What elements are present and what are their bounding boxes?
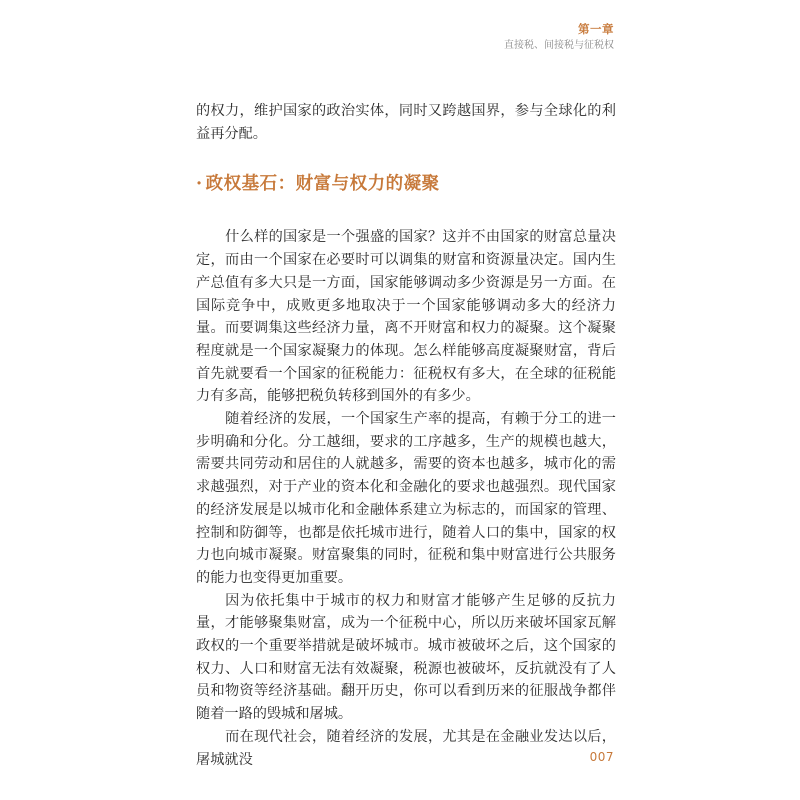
body-text [196,100,616,771]
continuation-paragraph: 的权力，维护国家的政治实体，同时又跨越国界，参与全球化的利益再分配。 [196,103,616,142]
chapter-title: 第一章 [578,22,614,36]
paragraph: 什么样的国家是一个强盛的国家？这并不由国家的财富总量决定，而由一个国家在必要时可以调集的财富和资源量决定。国内生产总值有多大只是一方面，国家能够调动多少资源是另一方面。在国际竞争中，成败更多地取决于一个国家能够调动多大的经济力量。而要调集这些经济力量，离不开财富和权力的凝聚。这个凝聚程度就是一个国家凝聚力的体现。怎么样能够高度凝聚财富，背后首先就要看一个国家的征税能力：征税权有多大，在全球的征税能力有多高，能够把税负转移到国外的有多少。 [196,229,616,405]
chapter-subtitle: 直接税、间接税与征税权 [504,40,614,51]
paragraph: 因为依托集中于城市的权力和财富才能够产生足够的反抗力量，才能够聚集财富，成为一个征税中心，所以历来破坏国家瓦解政权的一个重要举措就是破坏城市。城市被破坏之后，这个国家的权力、人口和财富无法有效凝聚，税源也被破坏，反抗就没有了人员和物资等经济基础。翻开历史，你可以看到历来的征服战争都伴随着一路的毁城和屠城。 [196,592,616,723]
section-bullet-icon: · [196,174,203,195]
paragraph: 随着经济的发展，一个国家生产率的提高，有赖于分工的进一步明确和分化。分工越细，要求的工序越多，生产的规模也越大，需要共同劳动和居住的人就越多，需要的资本也越多，城市化的需求越强烈，对于产业的资本化和金融化的要求也越强烈。现代国家的经济发展是以城市化和金融体系建立为标志的，而国家的管理、控制和防御等，也都是依托城市进行，随着人口的集中，国家的权力也向城市凝聚。财富聚集的同时，征税和集中财富进行公共服务的能力也变得更加重要。 [196,411,616,586]
running-head [504,21,614,53]
section-heading [196,172,616,196]
paragraph: 而在现代社会，随着经济的发展，尤其是在金融业发达以后，屠城就没 [196,728,616,768]
section-heading-text: 政权基石：财富与权力的凝聚 [205,174,440,195]
page-number: 007 [589,750,614,764]
